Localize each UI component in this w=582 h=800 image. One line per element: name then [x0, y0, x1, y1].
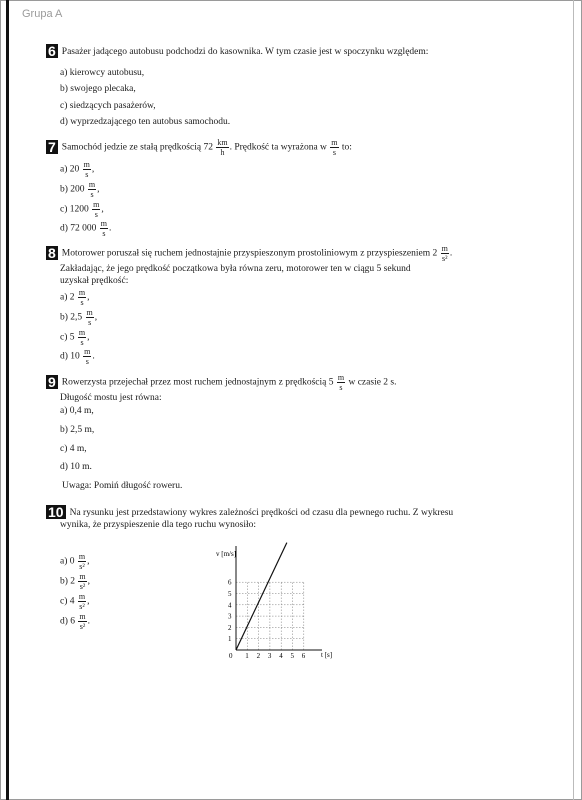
question-text: Pasażer jadącego autobusu podchodzi do kasownika. W tym czasie jest w spoczynku względem:: [61, 47, 429, 57]
q7-option-c[interactable]: c) 1200 $\frac{m}{s}$ ,: [60, 200, 104, 219]
q8-option-d[interactable]: d) 10 $\frac{m}{s}$ .: [60, 347, 95, 366]
question-text: uzyskał prędkość:: [60, 276, 129, 286]
q10-option-b[interactable]: b) 2 $\frac{m}{\text{s²}}$ ,: [60, 572, 91, 591]
q6-option-a[interactable]: a) kierowcy autobusu,: [60, 68, 145, 78]
question-text: to:: [341, 142, 352, 153]
q9-option-b[interactable]: b) 2,5 m,: [60, 425, 95, 435]
x-tick-label: 5: [290, 652, 294, 660]
x-tick-label: 3: [267, 652, 272, 660]
y-tick-label: 5: [228, 590, 232, 598]
x-tick-label: 2: [256, 652, 261, 660]
group-label: Grupa A: [22, 8, 63, 20]
question-number: 7: [48, 138, 56, 155]
question-6: [46, 44, 546, 58]
y-tick-label: 4: [228, 601, 232, 610]
unit-fraction: $\frac{km}{h}$: [217, 138, 228, 157]
question-10: [46, 505, 546, 531]
q6-option-b[interactable]: b) swojego plecaka,: [60, 84, 136, 94]
q9-option-a[interactable]: a) 0,4 m,: [60, 406, 94, 416]
binding-edge: [6, 0, 9, 800]
y-tick-label: 3: [228, 612, 232, 621]
scan-edge: [573, 0, 574, 800]
question-number: 8: [48, 244, 56, 261]
unit-fraction: $\frac{m}{s}$: [331, 138, 338, 157]
question-number: 6: [48, 43, 56, 59]
q10-option-d[interactable]: d) 6 $\frac{m}{\text{s²}}$ .: [60, 612, 91, 631]
question-text: Zakładając, że jego prędkość początkowa była równa zeru, motorower ten w ciągu 5 sekund: [60, 264, 411, 274]
question-text: Na rysunku jest przedstawiony wykres zależności prędkości od czasu dla pewnego ruchu. Z wykresu: [69, 508, 454, 518]
y-tick-label: 2: [228, 623, 232, 632]
question-text: Motorower poruszał się ruchem jednostajnie przyspieszonym prostoliniowym z przyspieszeniem 2: [61, 248, 438, 259]
q9-option-c[interactable]: c) 4 m,: [60, 444, 87, 454]
q10-option-a[interactable]: a) 0 $\frac{m}{\text{s²}}$ ,: [60, 552, 90, 571]
q6-option-d[interactable]: d) wyprzedzającego ten autobus samochodu.: [60, 117, 231, 127]
unit-fraction: $\frac{m}{\text{s²}}$: [441, 244, 448, 263]
question-number: 10: [48, 504, 64, 520]
question-text: Rowerzysta przejechał przez most ruchem jednostajnym z prędkością 5: [61, 377, 334, 388]
question-text: w czasie 2 s.: [348, 377, 397, 388]
q7-option-d[interactable]: d) 72 000 $\frac{m}{s}$ .: [60, 219, 112, 238]
question-7: [46, 138, 546, 157]
q9-option-d[interactable]: d) 10 m.: [60, 462, 92, 472]
x-tick-label: 4: [279, 652, 283, 660]
x-tick-label: 1: [245, 652, 249, 660]
y-tick-label: 6: [228, 578, 232, 587]
velocity-line: [236, 543, 287, 650]
q7-option-b[interactable]: b) 200 $\frac{m}{s}$ ,: [60, 180, 100, 199]
question-text: wynika, że przyspieszenie dla tego ruchu wynosiło:: [60, 520, 257, 530]
graph-grid: [236, 582, 304, 650]
q8-option-c[interactable]: c) 5 $\frac{m}{s}$ ,: [60, 328, 90, 347]
unit-fraction: $\frac{m}{s}$: [337, 373, 345, 392]
x-axis-label: t [s]: [321, 651, 333, 659]
q10-option-c[interactable]: c) 4 $\frac{m}{\text{s²}}$ ,: [60, 592, 90, 611]
q7-option-a[interactable]: a) 20 $\frac{m}{s}$ ,: [60, 160, 95, 179]
y-axis-label: v [m/s]: [216, 550, 237, 558]
graph-ticks: [228, 579, 306, 660]
question-9: [46, 373, 546, 404]
origin-label: 0: [229, 652, 233, 660]
q9-note: Uwaga: Pomiń długość roweru.: [62, 481, 183, 491]
question-8: 8 Motorower poruszał się ruchem jednostajnie przyspieszonym prostoliniowym z przyspieszeniem 2 $\frac{m}{\text{s²}}$ . Zakładając, że jego prędkość początkowa była równa zeru, motorower ten w ciągu 5 sekund uzyskał prędkość:: [46, 244, 556, 287]
question-text: Długość mostu jest równa:: [60, 393, 162, 403]
x-tick-label: 6: [301, 652, 306, 660]
velocity-time-graph: [212, 538, 342, 668]
question-number: 9: [48, 373, 56, 390]
q6-option-c[interactable]: c) siedzących pasażerów,: [60, 101, 156, 111]
q8-option-a[interactable]: a) 2 $\frac{m}{s}$ ,: [60, 288, 90, 307]
question-text: . Prędkość ta wyrażona w: [229, 142, 327, 153]
y-tick-label: 1: [228, 635, 232, 644]
q8-option-b[interactable]: b) 2,5 $\frac{m}{s}$ ,: [60, 308, 98, 327]
question-text: Samochód jedzie ze stałą prędkością 72: [61, 142, 213, 153]
